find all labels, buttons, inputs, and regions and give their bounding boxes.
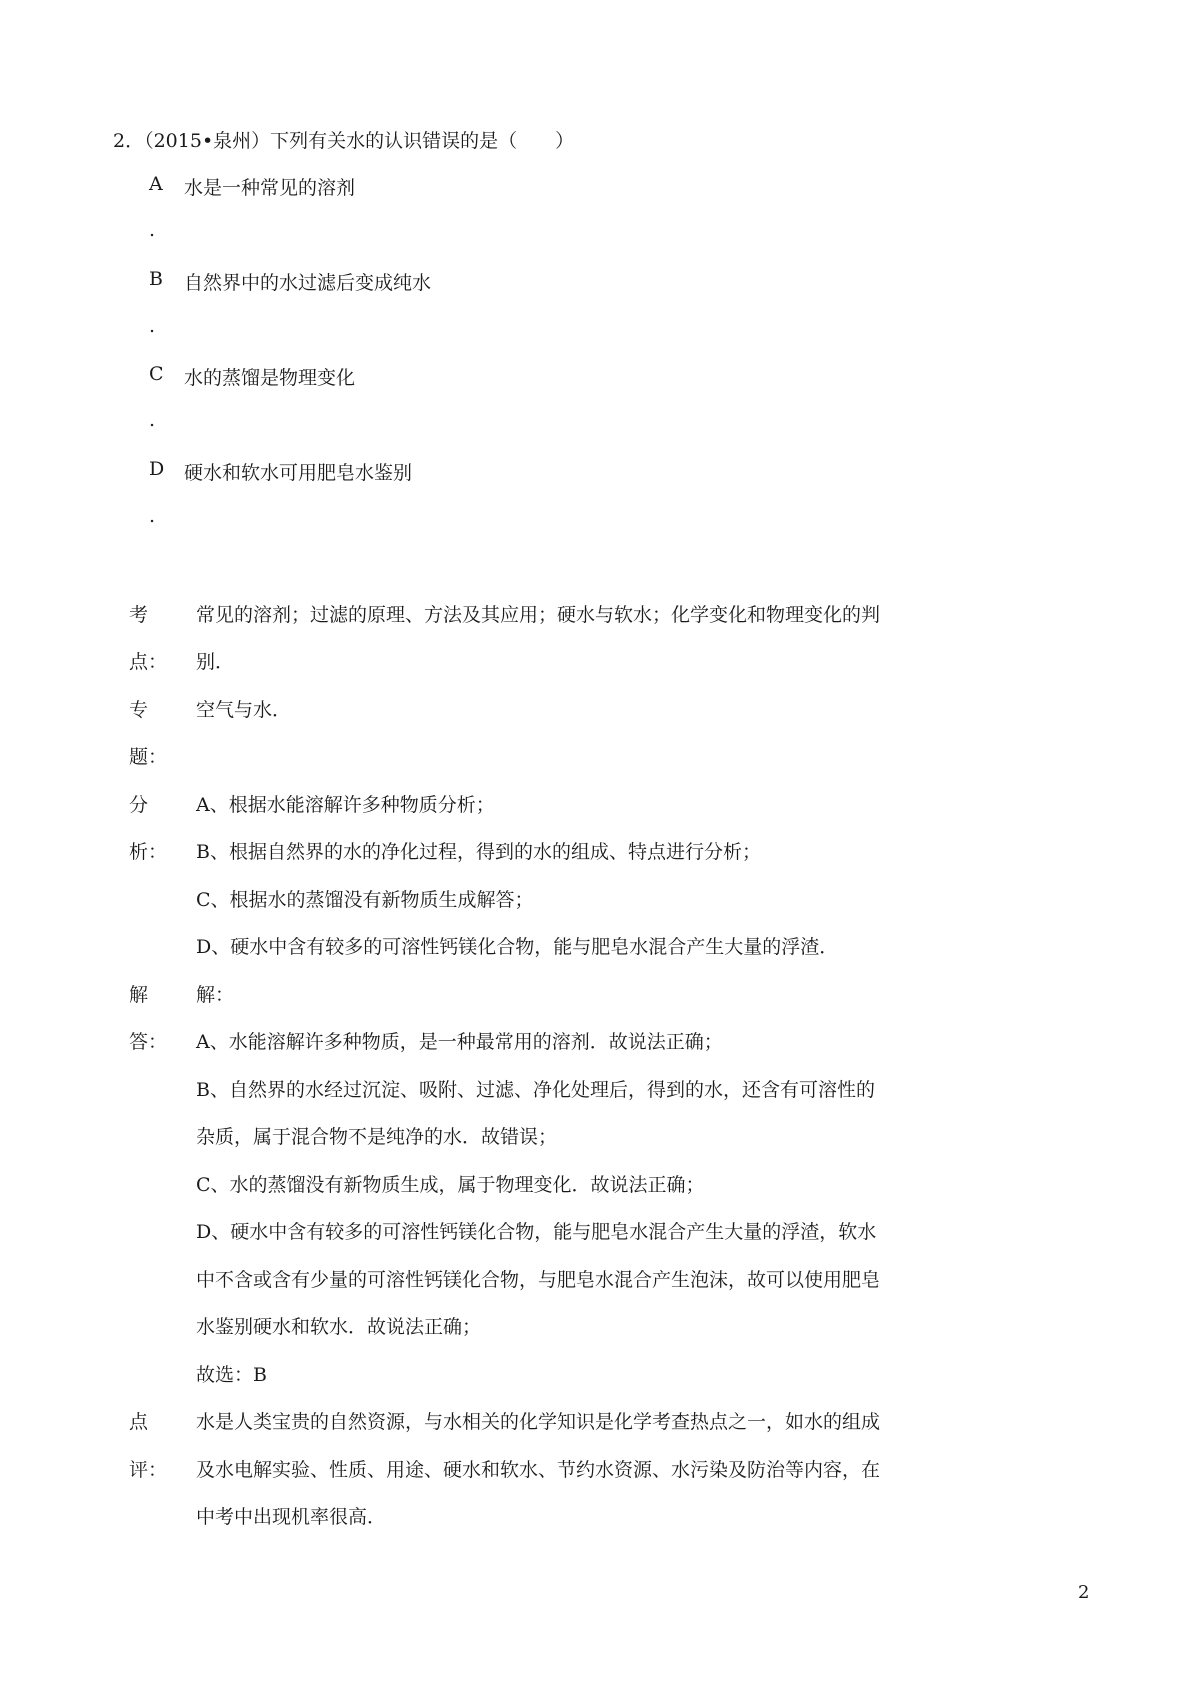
option-b-letter: B	[149, 268, 163, 290]
option-a-dot: .	[149, 219, 156, 241]
jieda-line: 中不含或含有少量的可溶性钙镁化合物，与肥皂水混合产生泡沫，故可以使用肥皂	[196, 1269, 881, 1291]
dianping-line: 水是人类宝贵的自然资源，与水相关的化学知识是化学考查热点之一，如水的组成	[196, 1411, 881, 1433]
jieda-line: 解：	[196, 984, 235, 1006]
zhuanti-label-1: 专	[129, 699, 149, 721]
fenxi-label-1: 分	[129, 794, 149, 816]
jieda-line: 故选：B	[196, 1364, 267, 1386]
option-a-letter: A	[149, 173, 163, 195]
jieda-line: 杂质，属于混合物不是纯净的水．故错误；	[196, 1126, 558, 1148]
kaodian-line: 常见的溶剂；过滤的原理、方法及其应用；硬水与软水；化学变化和物理变化的判	[196, 604, 881, 626]
jieda-line: 水鉴别硬水和软水．故说法正确；	[196, 1316, 482, 1338]
option-d-text: 硬水和软水可用肥皂水鉴别	[184, 462, 413, 484]
kaodian-label-2: 点：	[129, 651, 168, 673]
jieda-line: D、硬水中含有较多的可溶性钙镁化合物，能与肥皂水混合产生大量的浮渣，软水	[196, 1221, 877, 1243]
option-c-text: 水的蒸馏是物理变化	[184, 367, 356, 389]
kaodian-label-1: 考	[129, 604, 149, 626]
jieda-label-1: 解	[129, 984, 149, 1006]
dianping-label-2: 评：	[129, 1459, 168, 1481]
dianping-label-1: 点	[129, 1411, 149, 1433]
jieda-label-2: 答：	[129, 1031, 168, 1053]
question-stem	[113, 126, 574, 153]
jieda-line: B、自然界的水经过沉淀、吸附、过滤、净化处理后，得到的水，还含有可溶性的	[196, 1079, 875, 1101]
option-d-letter: D	[149, 458, 165, 480]
kaodian-line: 别．	[196, 651, 235, 673]
fenxi-line: D、硬水中含有较多的可溶性钙镁化合物，能与肥皂水混合产生大量的浮渣．	[196, 936, 839, 958]
question-number: 2．	[113, 130, 145, 152]
dianping-line: 中考中出现机率很高．	[196, 1506, 387, 1528]
question-text: 下列有关水的认识错误的是（ ）	[270, 130, 575, 152]
fenxi-line: A、根据水能溶解许多种物质分析；	[196, 794, 495, 816]
dianping-line: 及水电解实验、性质、用途、硬水和软水、节约水资源、水污染及防治等内容，在	[196, 1459, 881, 1481]
question-source: （2015•泉州）	[144, 130, 271, 152]
option-d-dot: .	[149, 505, 156, 527]
option-c-dot: .	[149, 409, 156, 431]
fenxi-label-2: 析：	[129, 841, 168, 863]
zhuanti-line: 空气与水．	[196, 699, 292, 721]
page-number: 2	[1078, 1582, 1090, 1603]
option-a-text: 水是一种常见的溶剂	[184, 177, 356, 199]
fenxi-line: C、根据水的蒸馏没有新物质生成解答；	[196, 889, 534, 911]
jieda-line: A、水能溶解许多种物质，是一种最常用的溶剂．故说法正确；	[196, 1031, 723, 1053]
option-b-text: 自然界中的水过滤后变成纯水	[184, 272, 432, 294]
fenxi-line: B、根据自然界的水的净化过程，得到的水的组成、特点进行分析；	[196, 841, 761, 863]
option-c-letter: C	[149, 363, 164, 385]
option-b-dot: .	[149, 315, 156, 337]
jieda-line: C、水的蒸馏没有新物质生成，属于物理变化．故说法正确；	[196, 1174, 705, 1196]
zhuanti-label-2: 题：	[129, 746, 168, 768]
